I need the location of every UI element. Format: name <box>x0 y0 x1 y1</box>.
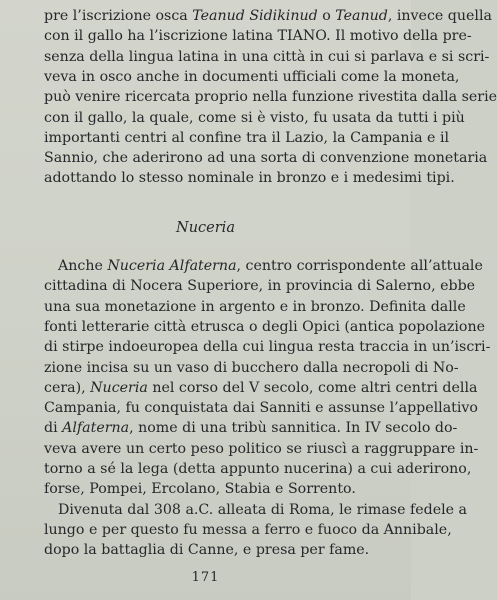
text-line: zione incisa su un vaso di bucchero dalla necropoli di No- <box>44 359 459 376</box>
text-line: forse, Pompei, Ercolano, Stabia e Sorrento. <box>44 481 356 498</box>
text-line: cera), Nuceria nel corso del V secolo, come altri centri della <box>44 379 478 396</box>
text-line: torno a sé la lega (detta appunto nucerina) a cui aderirono, <box>44 461 472 477</box>
text-line: una sua monetazione in argento e in bronzo. Definita dalle <box>44 298 466 315</box>
italic-term: Alfaterna <box>62 420 130 437</box>
text-line: può venire ricercata proprio nella funzione rivestita dalla serie <box>44 89 497 106</box>
page-number: 171 <box>191 570 220 585</box>
text-line: di Alfaterna, nome di una tribù sannitica. In IV secolo do- <box>44 420 458 437</box>
text-line: adottando lo stesso nominale in bronzo e i medesimi tipi. <box>44 170 455 187</box>
text-line: Campania, fu conquistata dai Sanniti e assunse l’appellativo <box>44 400 478 417</box>
text-line: con il gallo ha l’iscrizione latina TIANO. Il motivo della pre- <box>44 28 472 45</box>
text-line: importanti centri al confine tra il Lazio, la Campania e il <box>44 129 450 146</box>
text-line: Divenuta dal 308 a.C. alleata di Roma, le rimase fedele a <box>58 501 468 518</box>
italic-term: Nuceria <box>90 379 148 396</box>
text-line: Anche Nuceria Alfaterna, centro corrispondente all’attuale <box>58 258 483 274</box>
text-line: veva avere un certo peso politico se riuscì a raggruppare in- <box>44 440 479 457</box>
text-line: con il gallo, la quale, come si è visto, fu usata da tutti i più <box>44 109 465 126</box>
italic-term: Teanud <box>335 8 388 24</box>
text-line: senza della lingua latina in una città in cui si parlava e si scri- <box>44 48 490 65</box>
text-line: pre l’iscrizione osca Teanud Sidikinud o Teanud, invece quella <box>44 8 492 24</box>
text-line: lungo e per questo fu messa a ferro e fuoco da Annibale, <box>44 521 452 538</box>
text-line: Sannio, che aderirono ad una sorta di convenzione monetaria <box>44 150 488 167</box>
text-line: fonti letterarie città etrusca o degli Opici (antica popolazione <box>44 318 485 335</box>
italic-term: Teanud Sidikinud <box>192 8 318 24</box>
italic-term: Nuceria Alfaterna <box>107 258 237 274</box>
text-line: veva in osco anche in documenti ufficiali come la moneta, <box>44 68 460 85</box>
text-line: cittadina di Nocera Superiore, in provincia di Salerno, ebbe <box>44 278 476 295</box>
section-heading: Nuceria <box>176 220 235 236</box>
text-line: dopo la battaglia di Canne, e presa per fame. <box>44 542 370 559</box>
text-line: di stirpe indoeuropea della cui lingua resta traccia in un’iscri- <box>44 339 491 356</box>
